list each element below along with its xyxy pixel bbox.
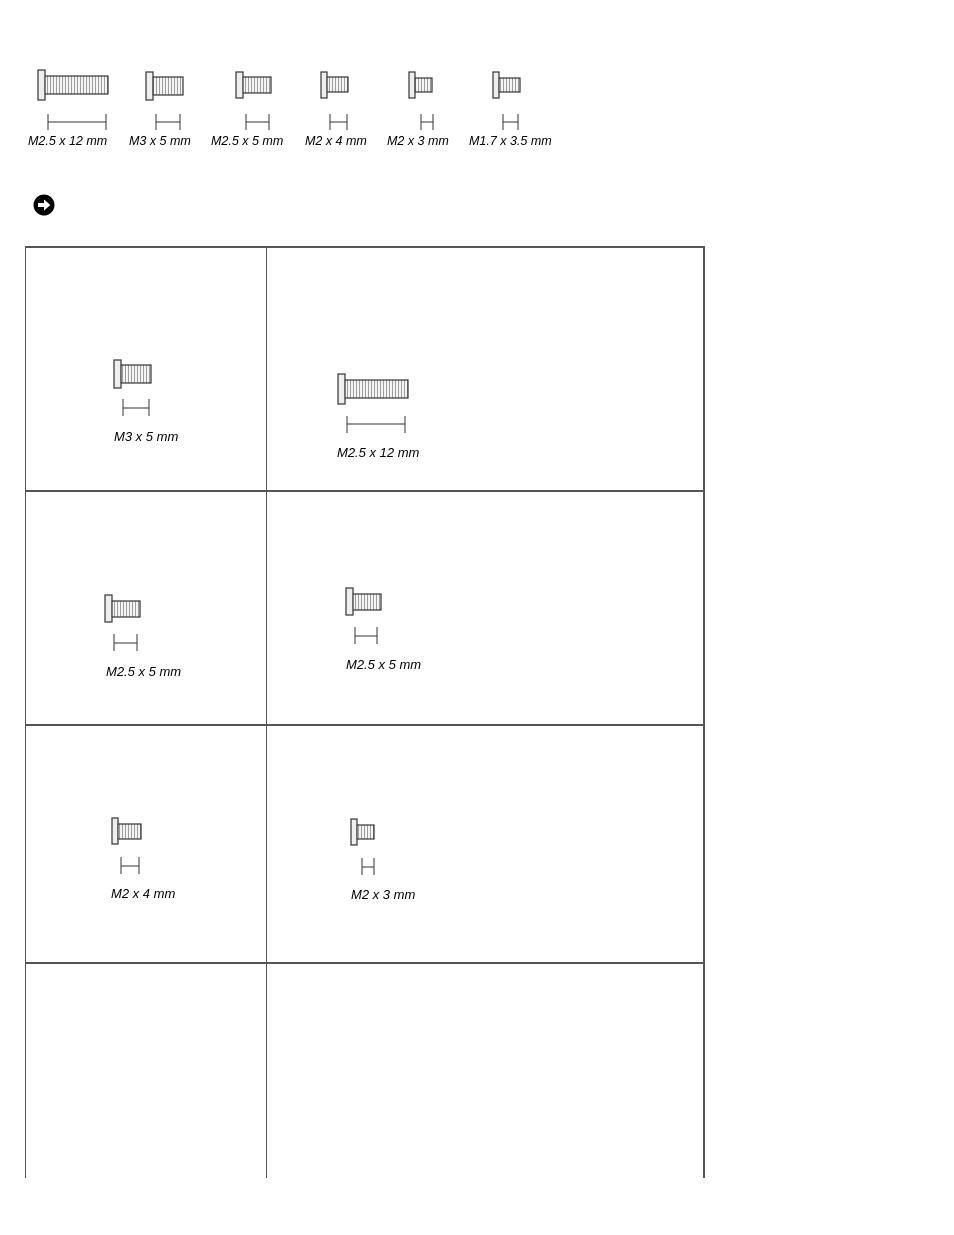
screw-small-icon [387,60,467,135]
screw-short-icon [106,356,166,416]
screw-short-icon [98,591,158,651]
row-divider [26,962,703,964]
cell-label: M2.5 x 5 mm [106,664,182,679]
screw-legend-label: M2.5 x 12 mm [28,134,108,148]
screw-legend-label: M2.5 x 5 mm [211,134,284,148]
screw-short-icon [339,584,399,644]
cell-label: M2 x 3 mm [351,887,416,902]
notice-arrow-icon [33,194,55,216]
screw-short-icon [211,60,301,135]
row-divider [26,490,703,492]
screw-legend-item [304,60,384,160]
cell-label: M2.5 x 12 mm [337,445,420,460]
cell-label: M2.5 x 5 mm [346,657,422,672]
screw-long-icon [331,370,421,440]
screw-long-icon [28,60,123,135]
screw-legend-item [469,60,569,160]
row-divider [26,724,703,726]
screw-legend-item [387,60,467,160]
screw-legend-item [128,60,208,160]
screw-legend-label: M3 x 5 mm [129,134,191,148]
column-divider [266,248,267,1178]
screw-legend-item [211,60,301,160]
screw-small-icon [304,60,384,135]
screw-table [25,246,705,1178]
screw-legend-item [28,60,123,160]
screw-legend-label: M1.7 x 3.5 mm [469,134,552,148]
screw-small-icon [106,814,156,874]
screw-small-icon [345,815,395,875]
screw-legend-label: M2 x 3 mm [387,134,449,148]
cell-label: M2 x 4 mm [111,886,176,901]
cell-label: M3 x 5 mm [114,429,179,444]
screw-small-icon [469,60,569,135]
screw-legend [0,60,600,160]
screw-legend-label: M2 x 4 mm [305,134,367,148]
screw-short-icon [128,60,208,135]
